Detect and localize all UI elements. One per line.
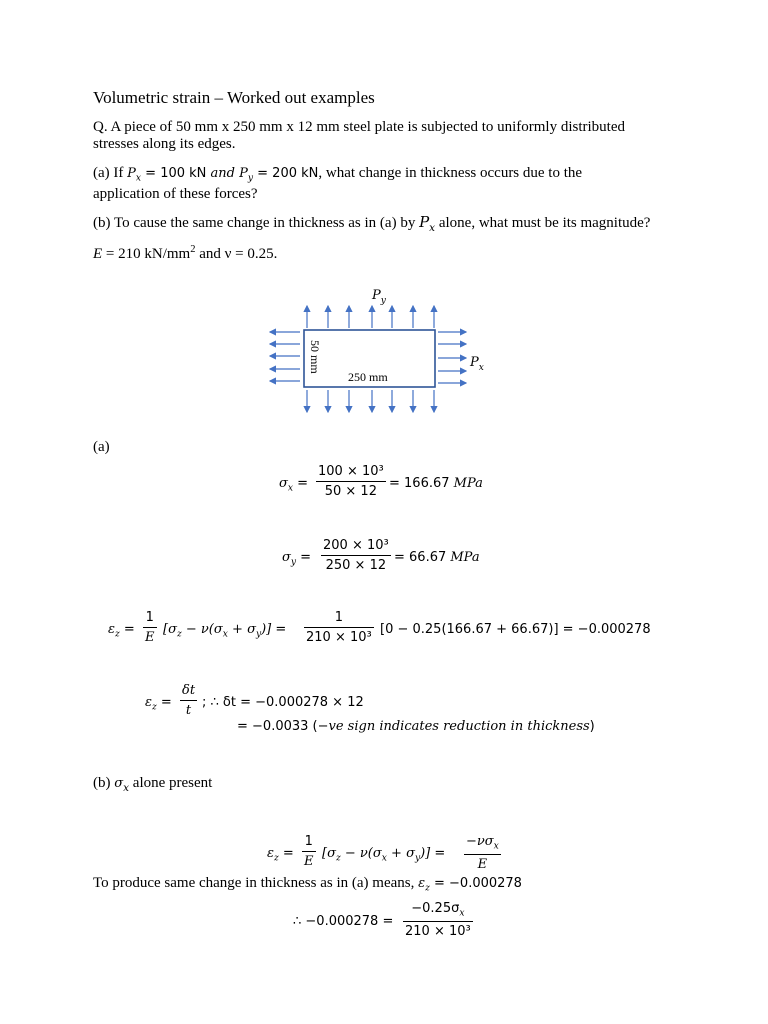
final-lhs: ∴ −0.000278 =: [293, 914, 394, 929]
py-top-arrows: [307, 306, 434, 328]
material-constants: E = 210 $kN/mm^2$ and ν = 0.25.: [93, 244, 278, 262]
page-title: Volumetric strain – Worked out examples: [93, 88, 375, 107]
sigma-x-result: = 166.67 MPa: [389, 476, 483, 491]
py-bottom-arrows: [307, 390, 434, 412]
question-line-2: stresses along its edges.: [93, 136, 236, 152]
part-b-bracket: $[\sigma_z - \nu(\sigma_x + \sigma_y)]$ =: [322, 846, 446, 864]
dt-rhs: ; ∴ δt = −0.000278 × 12: [202, 695, 364, 710]
part-b-one-over-e: $\frac{1}{E}$: [304, 834, 314, 869]
dt-fraction: $\frac{\delta t}{t}$: [182, 683, 196, 718]
py-label: $P_y$: [372, 288, 386, 306]
sigma-x-fraction: $\frac{\text{100 × 10³}}{50 \times 12}$: [318, 464, 384, 499]
part-b-label: (b) $\sigma_x$ alone present: [93, 775, 213, 794]
part-a-question-line-1: (a) If $P_x = 100$ kN and $P_y = 200$ kN, what change in thickness occurs due to the: [93, 165, 583, 184]
eps-z-bracket: $[\sigma_z - \nu(\sigma_x + \sigma_y)]$ =: [163, 622, 287, 640]
part-a-label: (a): [93, 439, 110, 455]
final-fraction: $\frac{-0.25\sigma_x}{\text{210 × 10³}}$: [405, 901, 471, 939]
eps-z-result: [0 − 0.25(166.67 + 66.67)] = −0.000278: [380, 622, 651, 637]
px-right-arrows: [438, 332, 466, 383]
part-a-question-line-2: application of these forces?: [93, 186, 258, 202]
dt-line-2: = −0.0033 (−ve sign indicates reduction in thickness): [237, 719, 595, 734]
eps-z-fraction: $\frac{1}{\text{210 × 10³}}$: [306, 610, 372, 645]
part-b-question: (b) To cause the same change in thickness as in (a) by $P_x$ alone, what must be its magnitude?: [93, 213, 651, 234]
height-label: 50 mm: [308, 340, 322, 374]
px-label: $P_x$: [470, 355, 484, 373]
px-left-arrows: [270, 332, 300, 381]
part-b-eps-lhs: $\varepsilon_z$ =: [267, 846, 294, 864]
produce-line: To produce same change in thickness as in (a) means, $\varepsilon_z = -0.000278$: [93, 875, 522, 894]
width-label: 250 mm: [348, 370, 388, 384]
part-b-fraction: $-\nu\sigma_x$ E: [466, 834, 499, 872]
sigma-y-result: = 66.67 MPa: [394, 550, 480, 565]
eps-z-one-over-e: $\frac{1}{E}$: [145, 610, 155, 645]
dt-lhs: $\varepsilon_z$ =: [145, 695, 172, 713]
eps-z-lhs: $\varepsilon_z$ =: [108, 622, 135, 640]
question-line-1: Q. A piece of 50 mm x 250 mm x 12 mm steel plate is subjected to uniformly distributed: [93, 119, 626, 135]
plate-diagram: [262, 282, 502, 422]
sigma-y-fraction: $\frac{\text{200 × 10³}}{250 \times 12}$: [323, 538, 389, 573]
sigma-y-lhs: $\sigma_y$ =: [282, 550, 312, 568]
sigma-x-lhs: $\sigma_x$ =: [279, 476, 309, 494]
